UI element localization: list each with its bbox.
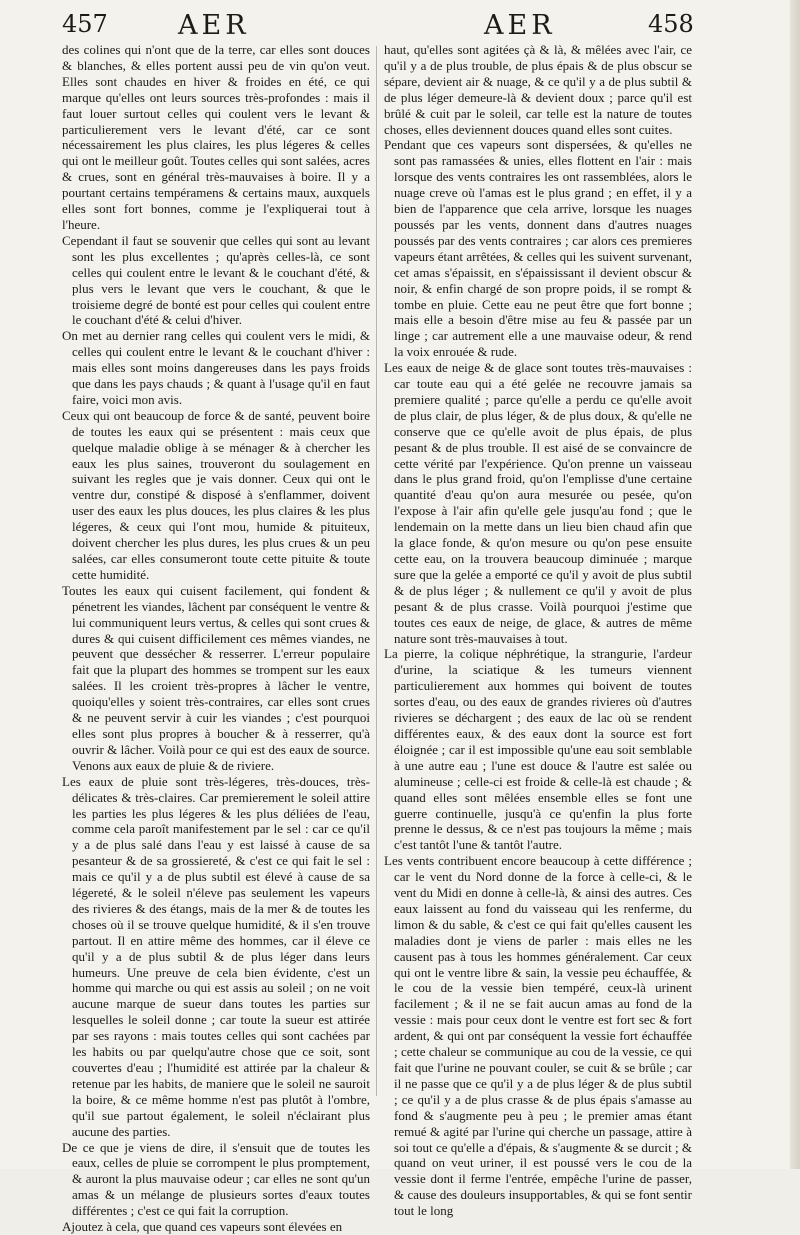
paragraph: La pierre, la colique néphrétique, la strangurie, l'ardeur d'urine, la sciatique & les tumeurs viennent particulierement aux hommes qui boivent de toutes sortes d'eau, ou des eaux de grandes rivieres où d'autres rivieres se déchargent ; des eaux de lac où se rendent différentes eaux, & des eaux dont la source est fort éloignée ; car il est impossible qu'une eau soit semblable à une autre eau ; l'une est douce & l'autre est salée ou alumineuse ; celle-ci est froide & celle-là est chaude ; & quand elles sont mêlées ensemble elles se font une guerre continuelle, jusqu'à ce qu'enfin la plus forte prenne le dessus, & ce n'est pas toujours la même ; mais c'est tantôt l'une & tantôt l'autre. — [384, 646, 692, 853]
paragraph: Les eaux de neige & de glace sont toutes très-mauvaises : car toute eau qui a été gelée ne recouvre jamais sa premiere qualité ; parce qu'elle a perdu ce qu'elle avoit de plus clair, de plus léger, & de plus doux, & qu'elle ne conserve que ce qu'elle avoit de plus épais, de plus pesant & de plus trouble. Il est aisé de se convaincre de cette vérité par l'expérience. Qu'on prenne un vaisseau dans le plus grand froid, qu'on l'emplisse d'une certaine quantité d'eau qu'on aura mesurée ou pesée, qu'on l'expose à l'air afin qu'elle gele jusqu'au fond ; que le lendemain on la mette dans un lieu bien chaud afin que la glace fonde, & qu'on mesure ou qu'on pese ensuite cette eau, on la trouvera beaucoup diminuée ; marque sure que la gelée a emporté ce qu'il y avoit de plus subtil & de plus léger ; & nullement ce qu'il y avoit de plus pesant & de plus crasse. Voilà pourquoi j'estime que toutes ces eaux de neige, de glace, & autres de même nature sont très-mauvaises à tout. — [384, 360, 692, 646]
page-number-right: 458 — [648, 10, 694, 38]
paragraph: Les eaux de pluie sont très-légeres, très-douces, très-délicates & très-claires. Car premierement le soleil attire les parties les plus légeres & les plus déliées de l'eau, comme cela paroît manifestement par le sel : car ce qu'il y a de plus salé dans l'eau y est laissé à cause de sa pesanteur & de sa grossiereté, & c'est ce qui fait le sel : mais ce qu'il y a de plus subtil est élevé à cause de sa légereté, & le soleil n'éleve pas seulement les vapeurs des rivieres & des étangs, mais de la mer & de toutes les choses où il se trouve quelque humidité, & il s'en trouve partout. Il en attire même des hommes, car il éleve ce qu'il y a de plus subtil & de plus léger dans leurs humeurs. Une preuve de cela bien évidente, c'est un homme qui marche ou qui est assis au soleil ; on ne voit aucune marque de sueur dans toutes les parties sur lesquelles le soleil donne ; car toute la sueur est attirée par ses rayons : mais toutes celles qui sont cachées par les habits ou par quelqu'autre chose que ce soit, sont couvertes d'eau ; l'humidité est attirée par la chaleur & retenue par les habits, de maniere que le soleil ne sauroit la boire, & ce même homme n'est pas plutôt à l'ombre, qu'il sue partout également, le soleil n'éclairant plus aucune des parties. — [62, 773, 370, 1139]
paragraph: Les vents contribuent encore beaucoup à cette différence ; car le vent du Nord donne de la force à celle-ci, & le vent du Midi en donne à celle-là, & ainsi des autres. Ces eaux laissent au fond du vaisseau qui les renferme, du limon & du sable, & c'est ce qui fait qu'elles causent les maladies dont je viens de parler : mais elles ne les causent pas à tous les hommes généralement. Car ceux qui ont le ventre libre & sain, la vessie peu échauffée, & le cou de la vessie bien tempéré, ceux-là urinent facilement ; & il ne se fait aucun amas au fond de la vessie : mais pour ceux dont le ventre est fort sec & fort ardent, & qui ont par conséquent la vessie fort échauffée ; cette chaleur se communique au cou de la vessie, ce qui fait que l'urine ne pouvant couler, se cuit & se brûle ; car il ne passe que ce qu'il y a de plus léger & de plus subtil ; ce qu'il y a de plus crasse & de plus épais s'amasse au fond & s'augmente peu à peu ; le premier amas étant remué & agité par l'urine qui cherche un passage, attire à soi tout ce qu'elle a d'épais, & s'augmente & se durcit ; & quand on veut uriner, il est poussé vers le cou de la vessie dont il ferme l'entrée, empêche l'urine de passer, & cause des douleurs insupportables, & qui se font sentir tout le long — [384, 853, 692, 1219]
paragraph: Toutes les eaux qui cuisent facilement, qui fondent & pénetrent les viandes, lâchent par conséquent le ventre & lui communiquent leurs vertus, & celles qui sont crues & dures & qui cuisent difficilement ces mêmes viandes, ne peuvent que dessécher & resserrer. L'erreur populaire fait que la plupart des hommes se trompent sur les eaux salées. Il les croient très-propres à lâcher le ventre, quoiqu'elles y soient très-contraires, car elles sont crues & ne peuvent servir à cuir les viandes ; c'est pourquoi elles sont plus propres à boucher & à resserrer, qu'à ouvrir & lâcher. Voilà pour ce qui est des eaux de source. Venons aux eaux de pluie & de riviere. — [62, 582, 370, 773]
paragraph: des colines qui n'ont que de la terre, car elles sont douces & blanches, & elles portent aussi peu de vin qu'on veut. Elles sont chaudes en hiver & froides en été, ce qui marque qu'elles ont leurs sources très-profondes : mais il faut louer surtout celles qui coulent vers le levant & particulierement vers le levant d'été, car ce sont nécessairement les plus claires, les plus légeres & celles qui ont le meilleur goût. Toutes celles qui sont salées, acres & crues, sont en général très-mauvaises à boire. Il y a pourtant certains tempéramens & certains maux, auxquels elles sont fort bonnes, comme je l'expliquerai tout à l'heure. — [62, 42, 370, 232]
paragraph: Pendant que ces vapeurs sont dispersées, & qu'elles ne sont pas ramassées & unies, elles flottent en l'air : mais lorsque des vents contraires les ont rassemblées, alors le nuage creve où l'amas est le plus grand ; en effet, il y a bien de l'apparence que cela arrive, lorsque les nuages poussés par les vents, donnent dans d'autres nuages poussés par des vents contraires ; car alors ces premieres vapeurs étant arrêtées, & celles qui les suivent survenant, cet amas s'épaissit, en s'épaississant il devient obscur & noir, & enfin chargé de son propre poids, il se rompt & tombe en pluie. Cette eau ne peut être que fort bonne ; mais elle a besoin d'être mise au feu & passée par un linge ; car autrement elle a une mauvaise odeur, & rend la voix enrouée & rude. — [384, 137, 692, 360]
paragraph: Ajoutez à cela, que quand ces vapeurs sont élevées en — [62, 1219, 343, 1235]
paragraph: On met au dernier rang celles qui coulent vers le midi, & celles qui coulent entre le levant & le couchant d'hiver : mais elles sont moins dangereuses dans les pays froids que dans les pays chauds ; & quant à l'usage qu'il en faut faire, voici mon avis. — [62, 328, 370, 407]
column-divider — [376, 46, 377, 1096]
running-head-right: AER — [484, 10, 556, 41]
paragraph: Ceux qui ont beaucoup de force & de santé, peuvent boire de toutes les eaux qui se présentent : mais ceux que quelque maladie oblige à se ménager & à chercher les eaux les plus saines, trouveront du soulagement en suivant les regles que je vais donner. Ceux qui ont le ventre dur, constipé & disposé à s'enflammer, doivent user des eaux les plus douces, les plus claires & les plus légeres, & ceux qui l'ont mou, humide & pituiteux, doivent chercher les plus dures, les plus crues & un peu salées, car elles consumeront toute cette pituite & toute cette humidité. — [62, 407, 370, 582]
text-column-left — [62, 42, 370, 1235]
paragraph: De ce que je viens de dire, il s'ensuit que de toutes les eaux, celles de pluie se corrompent le plus promptement, & auront la plus mauvaise odeur ; car elles ne sont qu'un amas & un mélange de plusieurs sortes d'eaux toutes différentes ; c'est ce qui fait la corruption. — [62, 1139, 370, 1219]
page-number-left: 457 — [62, 10, 108, 38]
running-head-left: AER — [178, 10, 250, 41]
page-edge — [790, 0, 800, 1169]
paragraph: Cependant il faut se souvenir que celles qui sont au levant sont les plus excellentes ; qu'après celles-là, ce sont celles qui coulent entre le levant & le couchant d'été, & plus vers le levant que vers le couchant, & que le troisieme degré de bonté est pour celles qui coulent entre le couchant d'été & celui d'hiver. — [62, 232, 370, 328]
paragraph: haut, qu'elles sont agitées çà & là, & mêlées avec l'air, ce qu'il y a de plus trouble, de plus épais & de plus obscur se sépare, devient air & nuage, & ce qu'il y a de plus subtil & de plus léger demeure-là & devient doux ; parce qu'il est brûlé & cuit par le soleil, car telle est la nature de toutes choses, elles deviennent douces quand elles sont cuites. — [384, 42, 692, 137]
text-column-right — [384, 42, 692, 1219]
